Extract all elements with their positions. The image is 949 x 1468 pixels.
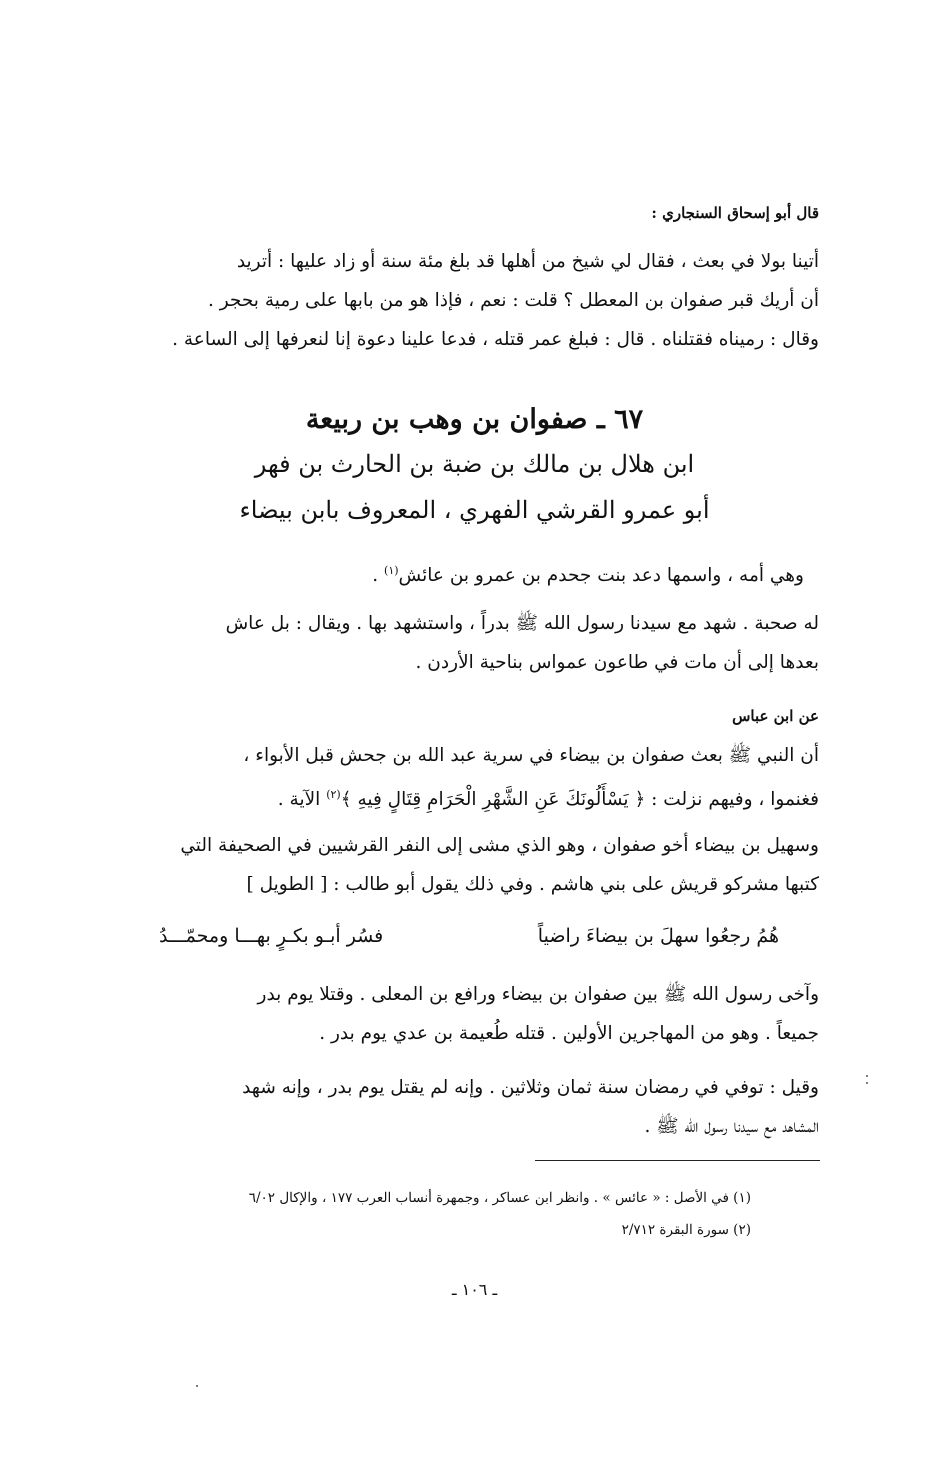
narrator-intro: قال أبو إسحاق السنجاري : xyxy=(651,204,819,222)
scan-speck xyxy=(866,1082,868,1084)
mother-line-end: . xyxy=(372,565,385,587)
verse-first-hemistich: هُمُ رجعُوا سهلَ بن بيضاءَ راضياً xyxy=(537,925,779,947)
footnote-1: (١) في الأصل : « عائس » . وانظر ابن عساكر ، وجمهرة أنساب العرب ١٧٧ ، والإكال ٦/٠٢ xyxy=(248,1190,751,1206)
brotherhood-line-1: وآخى رسول الله ﷺ بين صفوان بن بيضاء ورافع بن المعلى . وقتلا يوم بدر xyxy=(257,984,819,1005)
suhail-paragraph xyxy=(129,826,819,904)
lineage-line-1: ابن هلال بن مالك بن ضبة بن الحارث بن فهر xyxy=(254,450,695,478)
death-paragraph xyxy=(129,1068,819,1146)
death-line-1: وقيل : توفي في رمضان سنة ثمان وثلاثين . وإنه لم يقتل يوم بدر ، وإنه شهد xyxy=(242,1077,819,1098)
narration-paragraph xyxy=(129,242,819,359)
footnote-separator xyxy=(535,1160,820,1161)
ibn-abbas-line-end: الآية . xyxy=(277,789,327,811)
page-number: ـ ١٠٦ ـ xyxy=(451,1280,498,1299)
ibn-abbas-paragraph xyxy=(129,736,819,819)
companionship-paragraph xyxy=(129,604,819,682)
brotherhood-line-2: جميعاً . وهو من المهاجرين الأولين . قتله طُعيمة بن عدي يوم بدر . xyxy=(319,1023,819,1044)
mother-line xyxy=(114,551,804,595)
footnote-2: (٢) سورة البقرة ٢/٧١٢ xyxy=(621,1222,751,1238)
footnote-ref-1: (١) xyxy=(384,564,399,577)
suhail-line-1: وسهيل بن بيضاء أخو صفوان ، وهو الذي مشى إلى النفر القرشيين في الصحيفة التي xyxy=(180,835,819,856)
narration-line-1: أتينا بولا في بعث ، فقال لي شيخ من أهلها قد بلغ مئة سنة أو زاد عليها : أتريد xyxy=(236,251,819,272)
lineage-line-2: أبو عمرو القرشي الفهري ، المعروف بابن بيضاء xyxy=(239,496,710,524)
suhail-line-2: كتبها مشركو قريش على بني هاشم . وفي ذلك يقول أبو طالب : [ الطويل ] xyxy=(246,874,819,895)
death-line-2: المشاهد مع سيدنا رسول الله ﷺ . xyxy=(644,1116,819,1137)
scan-speck xyxy=(196,1385,198,1387)
narration-line-2: أن أريك قبر صفوان بن المعطل ؟ قلت : نعم ، فإذا هو من بابها على رمية بحجر . xyxy=(207,290,819,311)
poetry-verse xyxy=(159,925,779,947)
verse-second-hemistich: فسُر أبـو بكـرٍ بهـــا ومحمّـــدُ xyxy=(159,925,384,947)
scan-speck xyxy=(866,1075,868,1077)
brotherhood-paragraph xyxy=(129,975,819,1053)
entry-title: ٦٧ ـ صفوان بن وهب بن ربيعة xyxy=(305,404,644,435)
mother-text: وهي أمه ، واسمها دعد بنت جحدم بن عمرو بن عائش xyxy=(398,565,804,587)
ibn-abbas-line-2 xyxy=(129,775,819,819)
companionship-line-1: له صحبة . شهد مع سيدنا رسول الله ﷺ بدراً ، واستشهد بها . ويقال : بل عاش xyxy=(225,613,819,634)
narration-line-3: وقال : رميناه فقتلناه . قال : فبلغ عمر قتله ، فدعا علينا دعوة إنا لنعرفها إلى الساعة . xyxy=(172,329,819,350)
ibn-abbas-line-1: أن النبي ﷺ بعث صفوان بن بيضاء في سرية عبد الله بن جحش قبل الأبواء ، xyxy=(243,745,819,766)
footnote-ref-2: (٢) xyxy=(326,788,341,801)
companionship-line-2: بعدها إلى أن مات في طاعون عمواس بناحية الأردن . xyxy=(415,652,819,673)
ibn-abbas-heading: عن ابن عباس xyxy=(732,707,819,725)
quran-quote-line: فغنموا ، وفيهم نزلت : ﴿ يَسْأَلُونَكَ عَنِ الشَّهْرِ الْحَرَامِ قِتَالٍ فِيهِ ﴾ xyxy=(340,789,819,811)
